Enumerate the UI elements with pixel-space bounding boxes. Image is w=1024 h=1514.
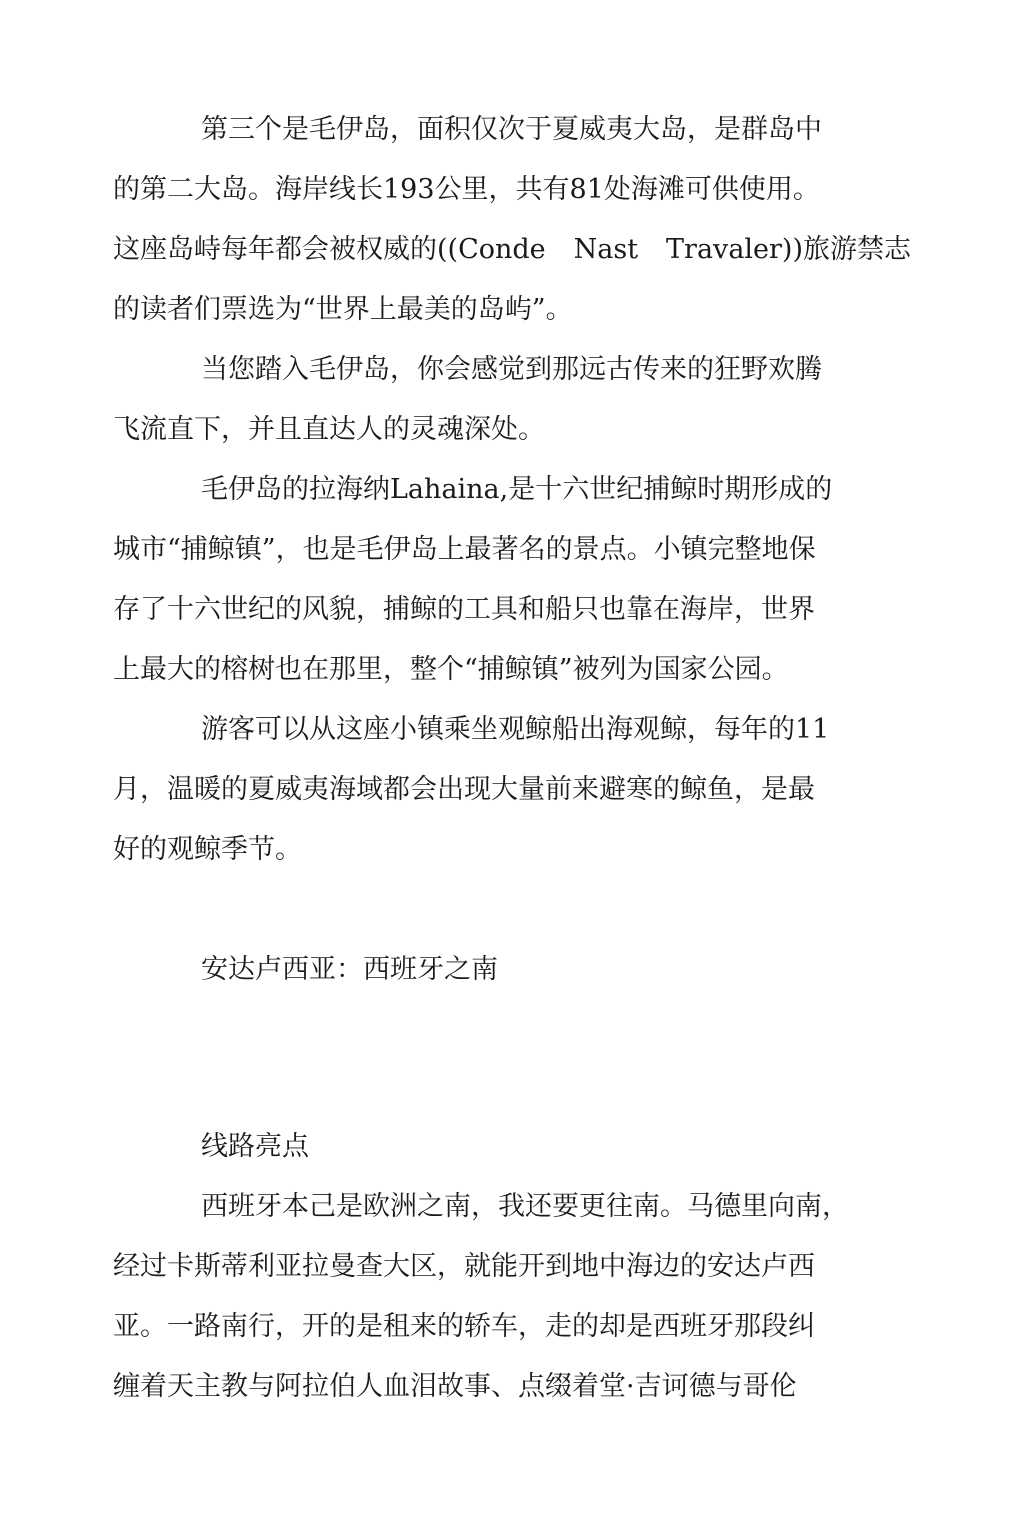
text-line: 月，温暖的夏威夷海域都会出现大量前来避寒的鲸鱼，是最 [113,774,815,805]
text-line: 毛伊岛的拉海纳Lahaina,是十六世纪捕鲸时期形成的 [201,474,833,505]
section-heading: 安达卢西亚：西班牙之南 [201,954,498,985]
text-line: 的第二大岛。海岸线长193公里，共有81处海滩可供使用。 [113,174,820,205]
text-line: 西班牙本己是欧洲之南，我还要更往南。马德里向南， [201,1191,849,1222]
text-line: 的读者们票选为“世界上最美的岛屿”。 [113,294,573,325]
text-line: 城市“捕鲸镇”，也是毛伊岛上最著名的景点。小镇完整地保 [113,534,816,565]
text-line: 飞流直下，并且直达人的灵魂深处。 [113,414,545,445]
text-segment: 这座岛峙每年都会被权威的((Conde [113,234,546,265]
text-line: 存了十六世纪的风貌，捕鲸的工具和船只也靠在海岸，世界 [113,594,815,625]
text-line: 游客可以从这座小镇乘坐观鲸船出海观鲸，每年的11 [201,714,830,745]
text-line-justified [113,233,911,267]
text-line: 经过卡斯蒂利亚拉曼查大区，就能开到地中海边的安达卢西 [113,1251,815,1282]
text-line: 好的观鲸季节。 [113,834,302,865]
text-line: 亚。一路南行，开的是租来的轿车，走的却是西班牙那段纠 [113,1311,815,1342]
text-line: 当您踏入毛伊岛，你会感觉到那远古传来的狂野欢腾 [201,354,822,385]
text-line: 缠着天主教与阿拉伯人血泪故事、点缀着堂·吉诃德与哥伦 [113,1371,797,1402]
text-segment: Nast [573,234,639,265]
subsection-heading: 线路亮点 [201,1131,309,1162]
text-segment: Travaler))旅游禁志 [666,234,911,265]
text-line: 上最大的榕树也在那里，整个“捕鲸镇”被列为国家公园。 [113,654,789,685]
text-line: 第三个是毛伊岛，面积仅次于夏威夷大岛，是群岛中 [201,114,822,145]
